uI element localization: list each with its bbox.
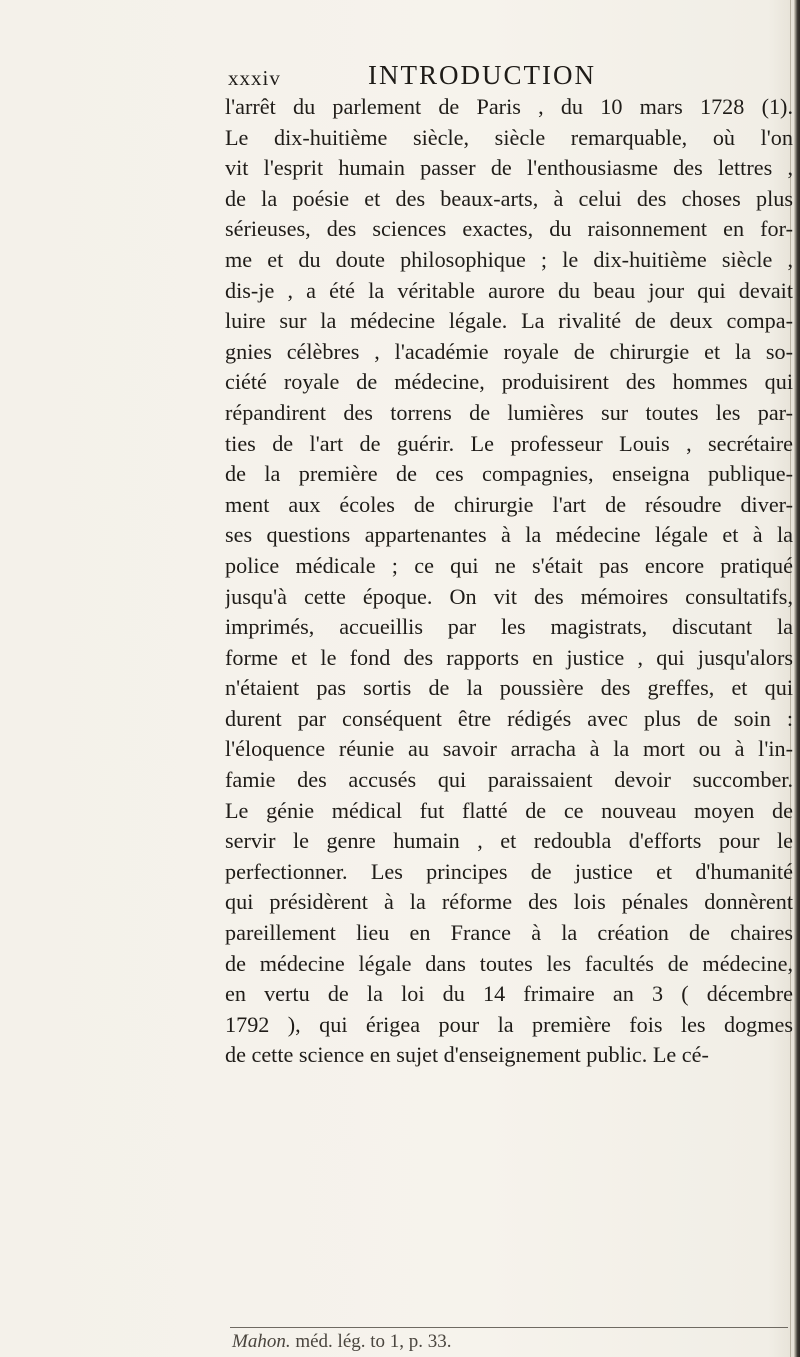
text-line: jusqu'à cette époque. On vit des mémoires consultatifs, [225, 583, 793, 609]
text-line: sérieuses, des sciences exactes, du raisonnement en for- [225, 216, 793, 242]
text-line: répandirent des torrens de lumières sur toutes les par- [225, 399, 793, 425]
footnote-author: Mahon. [232, 1331, 291, 1352]
text-line: ses questions appartenantes à la médecine légale et à la [225, 522, 793, 548]
body-text [225, 92, 793, 1071]
text-line: l'arrêt du parlement de Paris , du 10 mars 1728 (1). [225, 94, 793, 119]
text-line: pareillement lieu en France à la création de chaires [225, 920, 793, 946]
text-line: durent par conséquent être rédigés avec plus de soin : [225, 705, 793, 731]
text-line: de la première de ces compagnies, enseigna publique- [225, 461, 793, 487]
text-line: police médicale ; ce qui ne s'était pas encore pratiqué [225, 552, 793, 578]
text-line: l'éloquence réunie au savoir arracha à la mort ou à l'in- [225, 736, 793, 762]
text-line: famie des accusés qui paraissaient devoir succomber. [225, 767, 793, 793]
text-line: me et du doute philosophique ; le dix-huitième siècle , [225, 246, 793, 272]
text-line: de la poésie et des beaux-arts, à celui des choses plus [225, 185, 793, 211]
text-line: n'étaient pas sortis de la poussière des greffes, et qui [225, 675, 793, 701]
running-title: INTRODUCTION [368, 60, 596, 90]
page-edge-shadow [794, 0, 800, 1357]
text-line: 1792 ), qui érigea pour la première fois les dogmes [225, 1011, 793, 1037]
footnote [232, 1330, 752, 1354]
text-line: ciété royale de médecine, produisirent des hommes qui [225, 369, 793, 395]
footnote-rule [230, 1327, 788, 1328]
text-line: gnies célèbres , l'académie royale de chirurgie et la so- [225, 338, 793, 364]
text-line: de médecine légale dans toutes les facultés de médecine, [225, 950, 793, 976]
text-line: dis-je , a été la véritable aurore du beau jour qui devait [225, 277, 793, 303]
text-line: Le dix-huitième siècle, siècle remarquable, où l'on [225, 124, 793, 150]
page-number: xxxiv [228, 66, 281, 90]
text-line: en vertu de la loi du 14 frimaire an 3 ( décembre [225, 981, 793, 1007]
text-line: perfectionner. Les principes de justice et d'humanité [225, 858, 793, 884]
text-line: de cette science en sujet d'enseignement public. Le cé- [225, 1042, 709, 1068]
text-line: luire sur la médecine légale. La rivalité de deux compa- [225, 308, 793, 334]
page-header [228, 60, 648, 94]
text-line: imprimés, accueillis par les magistrats, discutant la [225, 614, 793, 640]
text-line: ties de l'art de guérir. Le professeur Louis , secrétaire [225, 430, 793, 456]
text-line: vit l'esprit humain passer de l'enthousiasme des lettres , [225, 155, 793, 181]
text-line: Le génie médical fut flatté de ce nouveau moyen de [225, 797, 793, 823]
footnote-reference: méd. lég. to 1, p. 33. [290, 1331, 452, 1352]
text-line: ment aux écoles de chirurgie l'art de résoudre diver- [225, 491, 793, 517]
text-line: qui présidèrent à la réforme des lois pénales donnèrent [225, 889, 793, 915]
text-line: servir le genre humain , et redoubla d'efforts pour le [225, 828, 793, 854]
text-line: forme et le fond des rapports en justice , qui jusqu'alors [225, 644, 793, 670]
